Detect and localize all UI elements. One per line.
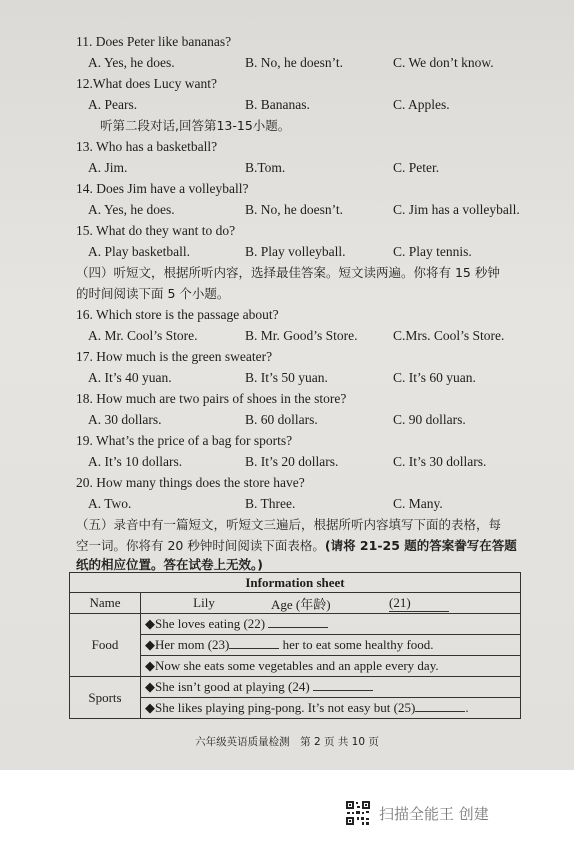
option-15a: A. Play basketball. <box>88 244 190 259</box>
option-19a: A. It’s 10 dollars. <box>88 454 183 469</box>
food-row-2-text: ◆Her mom (23) <box>145 637 230 652</box>
question-18: 18. How much are two pairs of shoes in the store? <box>76 391 347 406</box>
question-14: 14. Does Jim have a volleyball? <box>76 181 249 196</box>
food-row-1-text: ◆She loves eating (22) <box>145 616 266 631</box>
question-15: 15. What do they want to do? <box>76 223 236 238</box>
blank-23 <box>229 648 279 649</box>
part5-instruction-1: （五）录音中有一篇短文，听短文三遍后，根据所听内容填写下面的表格，每 <box>76 517 502 532</box>
section-instruction: 听第二段对话,回答第13-15小题。 <box>100 118 291 133</box>
sports-row-2-post: . <box>465 700 469 715</box>
watermark-text: 扫描全能王 创建 <box>379 804 489 823</box>
option-12a: A. Pears. <box>88 97 138 112</box>
option-18c: C. 90 dollars. <box>393 412 466 427</box>
food-row-1 <box>141 614 521 635</box>
option-14a: A. Yes, he does. <box>88 202 175 217</box>
question-17: 17. How much is the green sweater? <box>76 349 273 364</box>
option-17a: A. It’s 40 yuan. <box>88 370 172 385</box>
option-20b: B. Three. <box>245 496 296 511</box>
sports-row-1 <box>141 677 521 698</box>
information-sheet-table <box>69 572 521 719</box>
sports-label: Sports <box>70 677 141 719</box>
option-20c: C. Many. <box>393 496 443 511</box>
option-17b: B. It’s 50 yuan. <box>245 370 328 385</box>
sports-row-2-text: ◆She likes playing ping-pong. It’s not easy but (25) <box>145 700 416 715</box>
option-16c: C.Mrs. Cool’s Store. <box>393 328 505 343</box>
part5-instruction-2 <box>76 538 517 554</box>
option-20a: A. Two. <box>88 496 132 511</box>
option-13b: B.Tom. <box>245 160 286 175</box>
option-14b: B. No, he doesn’t. <box>245 202 343 217</box>
question-20: 20. How many things does the store have? <box>76 475 305 490</box>
page-footer: 六年级英语质量检测 第 2 页 共 10 页 <box>195 736 379 748</box>
sports-row-1-text: ◆She isn’t good at playing (24) <box>145 679 310 694</box>
option-16a: A. Mr. Cool’s Store. <box>88 328 198 343</box>
option-13c: C. Peter. <box>393 160 440 175</box>
option-16b: B. Mr. Good’s Store. <box>245 328 358 343</box>
part5-instruction-3: 纸的相应位置。答在试卷上无效。) <box>76 557 263 572</box>
food-row-3: ◆Now she eats some vegetables and an apple every day. <box>141 656 521 677</box>
blank-22 <box>268 627 328 628</box>
camscanner-watermark <box>345 800 489 826</box>
question-19: 19. What’s the price of a bag for sports? <box>76 433 293 448</box>
option-13a: A. Jim. <box>88 160 128 175</box>
food-row-2-post: her to eat some healthy food. <box>282 637 434 652</box>
food-row-2 <box>141 635 521 656</box>
option-11b: B. No, he doesn’t. <box>245 55 343 70</box>
question-16: 16. Which store is the passage about? <box>76 307 279 322</box>
blank-21: (21) <box>389 595 449 612</box>
name-value: Lily <box>141 593 268 614</box>
option-15c: C. Play tennis. <box>393 244 472 259</box>
option-11c: C. We don’t know. <box>393 55 494 70</box>
part4-instruction-1: （四）听短文，根据所听内容，选择最佳答案。短文读两遍。你将有 15 秒钟 <box>76 265 500 280</box>
part4-instruction-2: 的时间阅读下面 5 个小题。 <box>76 286 230 301</box>
option-18b: B. 60 dollars. <box>245 412 318 427</box>
option-19b: B. It’s 20 dollars. <box>245 454 339 469</box>
option-15b: B. Play volleyball. <box>245 244 346 259</box>
question-11: 11. Does Peter like bananas? <box>76 34 232 49</box>
sports-row-2 <box>141 698 521 719</box>
question-12: 12.What does Lucy want? <box>76 76 217 91</box>
option-18a: A. 30 dollars. <box>88 412 162 427</box>
part5-instruction-2b: (请将 21-25 题的答案誊写在答题 <box>324 538 517 553</box>
qr-code-icon <box>345 800 371 826</box>
option-14c: C. Jim has a volleyball. <box>393 202 520 217</box>
age-label: Age (年龄) <box>267 593 385 614</box>
question-13: 13. Who has a basketball? <box>76 139 218 154</box>
table-title: Information sheet <box>70 573 521 593</box>
age-answer <box>385 593 521 614</box>
option-11a: A. Yes, he does. <box>88 55 175 70</box>
blank-25 <box>415 711 465 712</box>
option-12b: B. Bananas. <box>245 97 310 112</box>
name-label: Name <box>70 593 141 614</box>
blank-24 <box>313 690 373 691</box>
food-label: Food <box>70 614 141 677</box>
option-17c: C. It’s 60 yuan. <box>393 370 476 385</box>
option-12c: C. Apples. <box>393 97 450 112</box>
part5-instruction-2a: 空一词。你将有 20 秒钟时间阅读下面表格。 <box>76 538 325 553</box>
option-19c: C. It’s 30 dollars. <box>393 454 487 469</box>
